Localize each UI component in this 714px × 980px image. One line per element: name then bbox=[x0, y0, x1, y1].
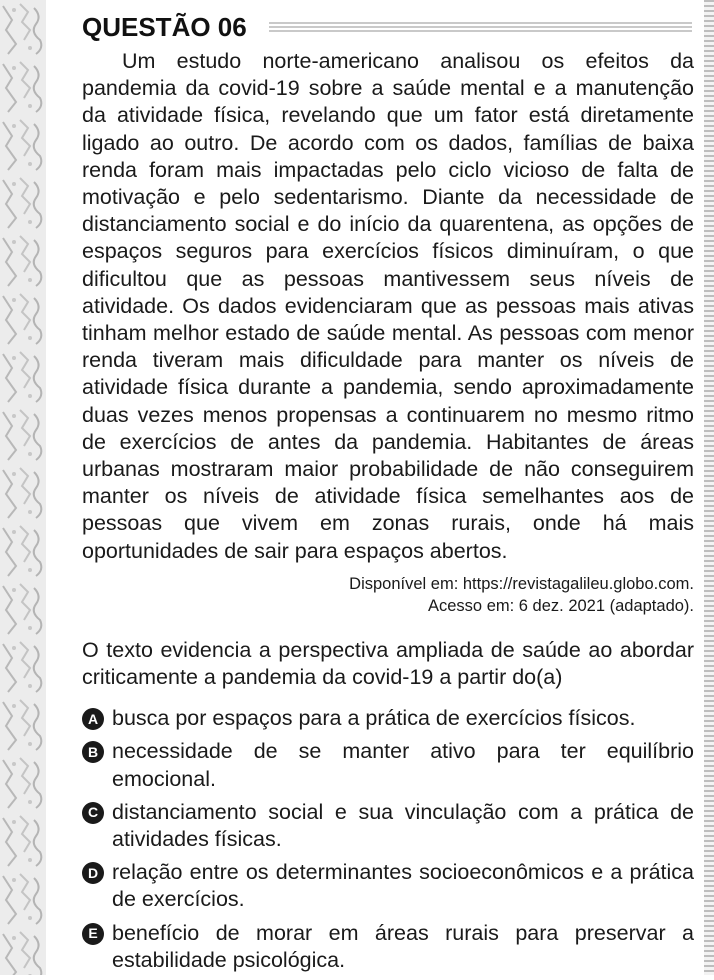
option-text: relação entre os determinantes socioeconômicos e a prática de exercícios. bbox=[112, 860, 694, 912]
pattern-icon bbox=[0, 0, 46, 975]
question-header bbox=[82, 9, 692, 45]
option-e[interactable] bbox=[82, 920, 694, 974]
option-text: necessidade de se manter ativo para ter equilíbrio emocional. bbox=[112, 739, 694, 791]
decorative-right-border bbox=[704, 0, 714, 975]
answer-options bbox=[82, 705, 694, 974]
source-line-1: Disponível em: https://revistagalileu.globo.com. bbox=[349, 574, 694, 593]
decorative-left-border bbox=[0, 0, 46, 975]
option-c[interactable] bbox=[82, 799, 694, 853]
title-rule bbox=[269, 22, 692, 34]
option-a[interactable] bbox=[82, 705, 694, 732]
option-letter-badge: D bbox=[82, 862, 104, 884]
option-letter-badge: E bbox=[82, 923, 104, 945]
source-citation bbox=[82, 573, 694, 617]
option-text: busca por espaços para a prática de exercícios físicos. bbox=[112, 706, 636, 731]
source-line-2: Acesso em: 6 dez. 2021 (adaptado). bbox=[428, 596, 694, 615]
option-text: benefício de morar em áreas rurais para preservar a estabilidade psicológica. bbox=[112, 920, 694, 972]
option-text: distanciamento social e sua vinculação com a prática de atividades físicas. bbox=[112, 799, 694, 852]
cropped-previous-heading bbox=[82, 0, 322, 5]
passage-text: Um estudo norte-americano analisou os efeitos da pandemia da covid-19 sobre a saúde mental e a manutenção da atividade física, revelando que um fator está diretamente ligado ao outro. De acordo com os dados, famílias de baixa renda foram mais impactadas pelo ciclo vicioso de falta de motivação e pelo sedentarismo. Diante da necessidade de distanciamento social e do início da quarentena, as opções de espaços seguros para exercícios físicos diminuíram, o que dificultou que as pessoas mantivessem seus níveis de atividade. Os dados evidenciaram que as pessoas mais ativas tinham melhor estado de saúde mental. As pessoas com menor renda tiveram mais dificuldade para manter os níveis de atividade física durante a pandemia, sendo aproximadamente duas vezes menos propensas a continuarem no mesmo ritmo de exercícios de antes da pandemia. Habitantes de áreas urbanas mostraram maior probabilidade de não conseguirem manter os níveis de atividade física semelhantes aos de pessoas que vivem em zonas rurais, onde há mais oportunidades de sair para espaços abertos. bbox=[82, 49, 694, 563]
passage-paragraph bbox=[82, 48, 694, 565]
option-d[interactable] bbox=[82, 859, 694, 913]
option-letter-badge: C bbox=[82, 802, 104, 824]
passage bbox=[82, 48, 694, 565]
option-letter-badge: B bbox=[82, 741, 104, 763]
option-b[interactable] bbox=[82, 738, 694, 792]
option-letter-badge: A bbox=[82, 708, 104, 730]
question-title: QUESTÃO 06 bbox=[82, 11, 247, 42]
question-content bbox=[82, 48, 694, 980]
question-stem: O texto evidencia a perspectiva ampliada de saúde ao abordar criticamente a pandemia da covid-19 a partir do(a) bbox=[82, 637, 694, 690]
